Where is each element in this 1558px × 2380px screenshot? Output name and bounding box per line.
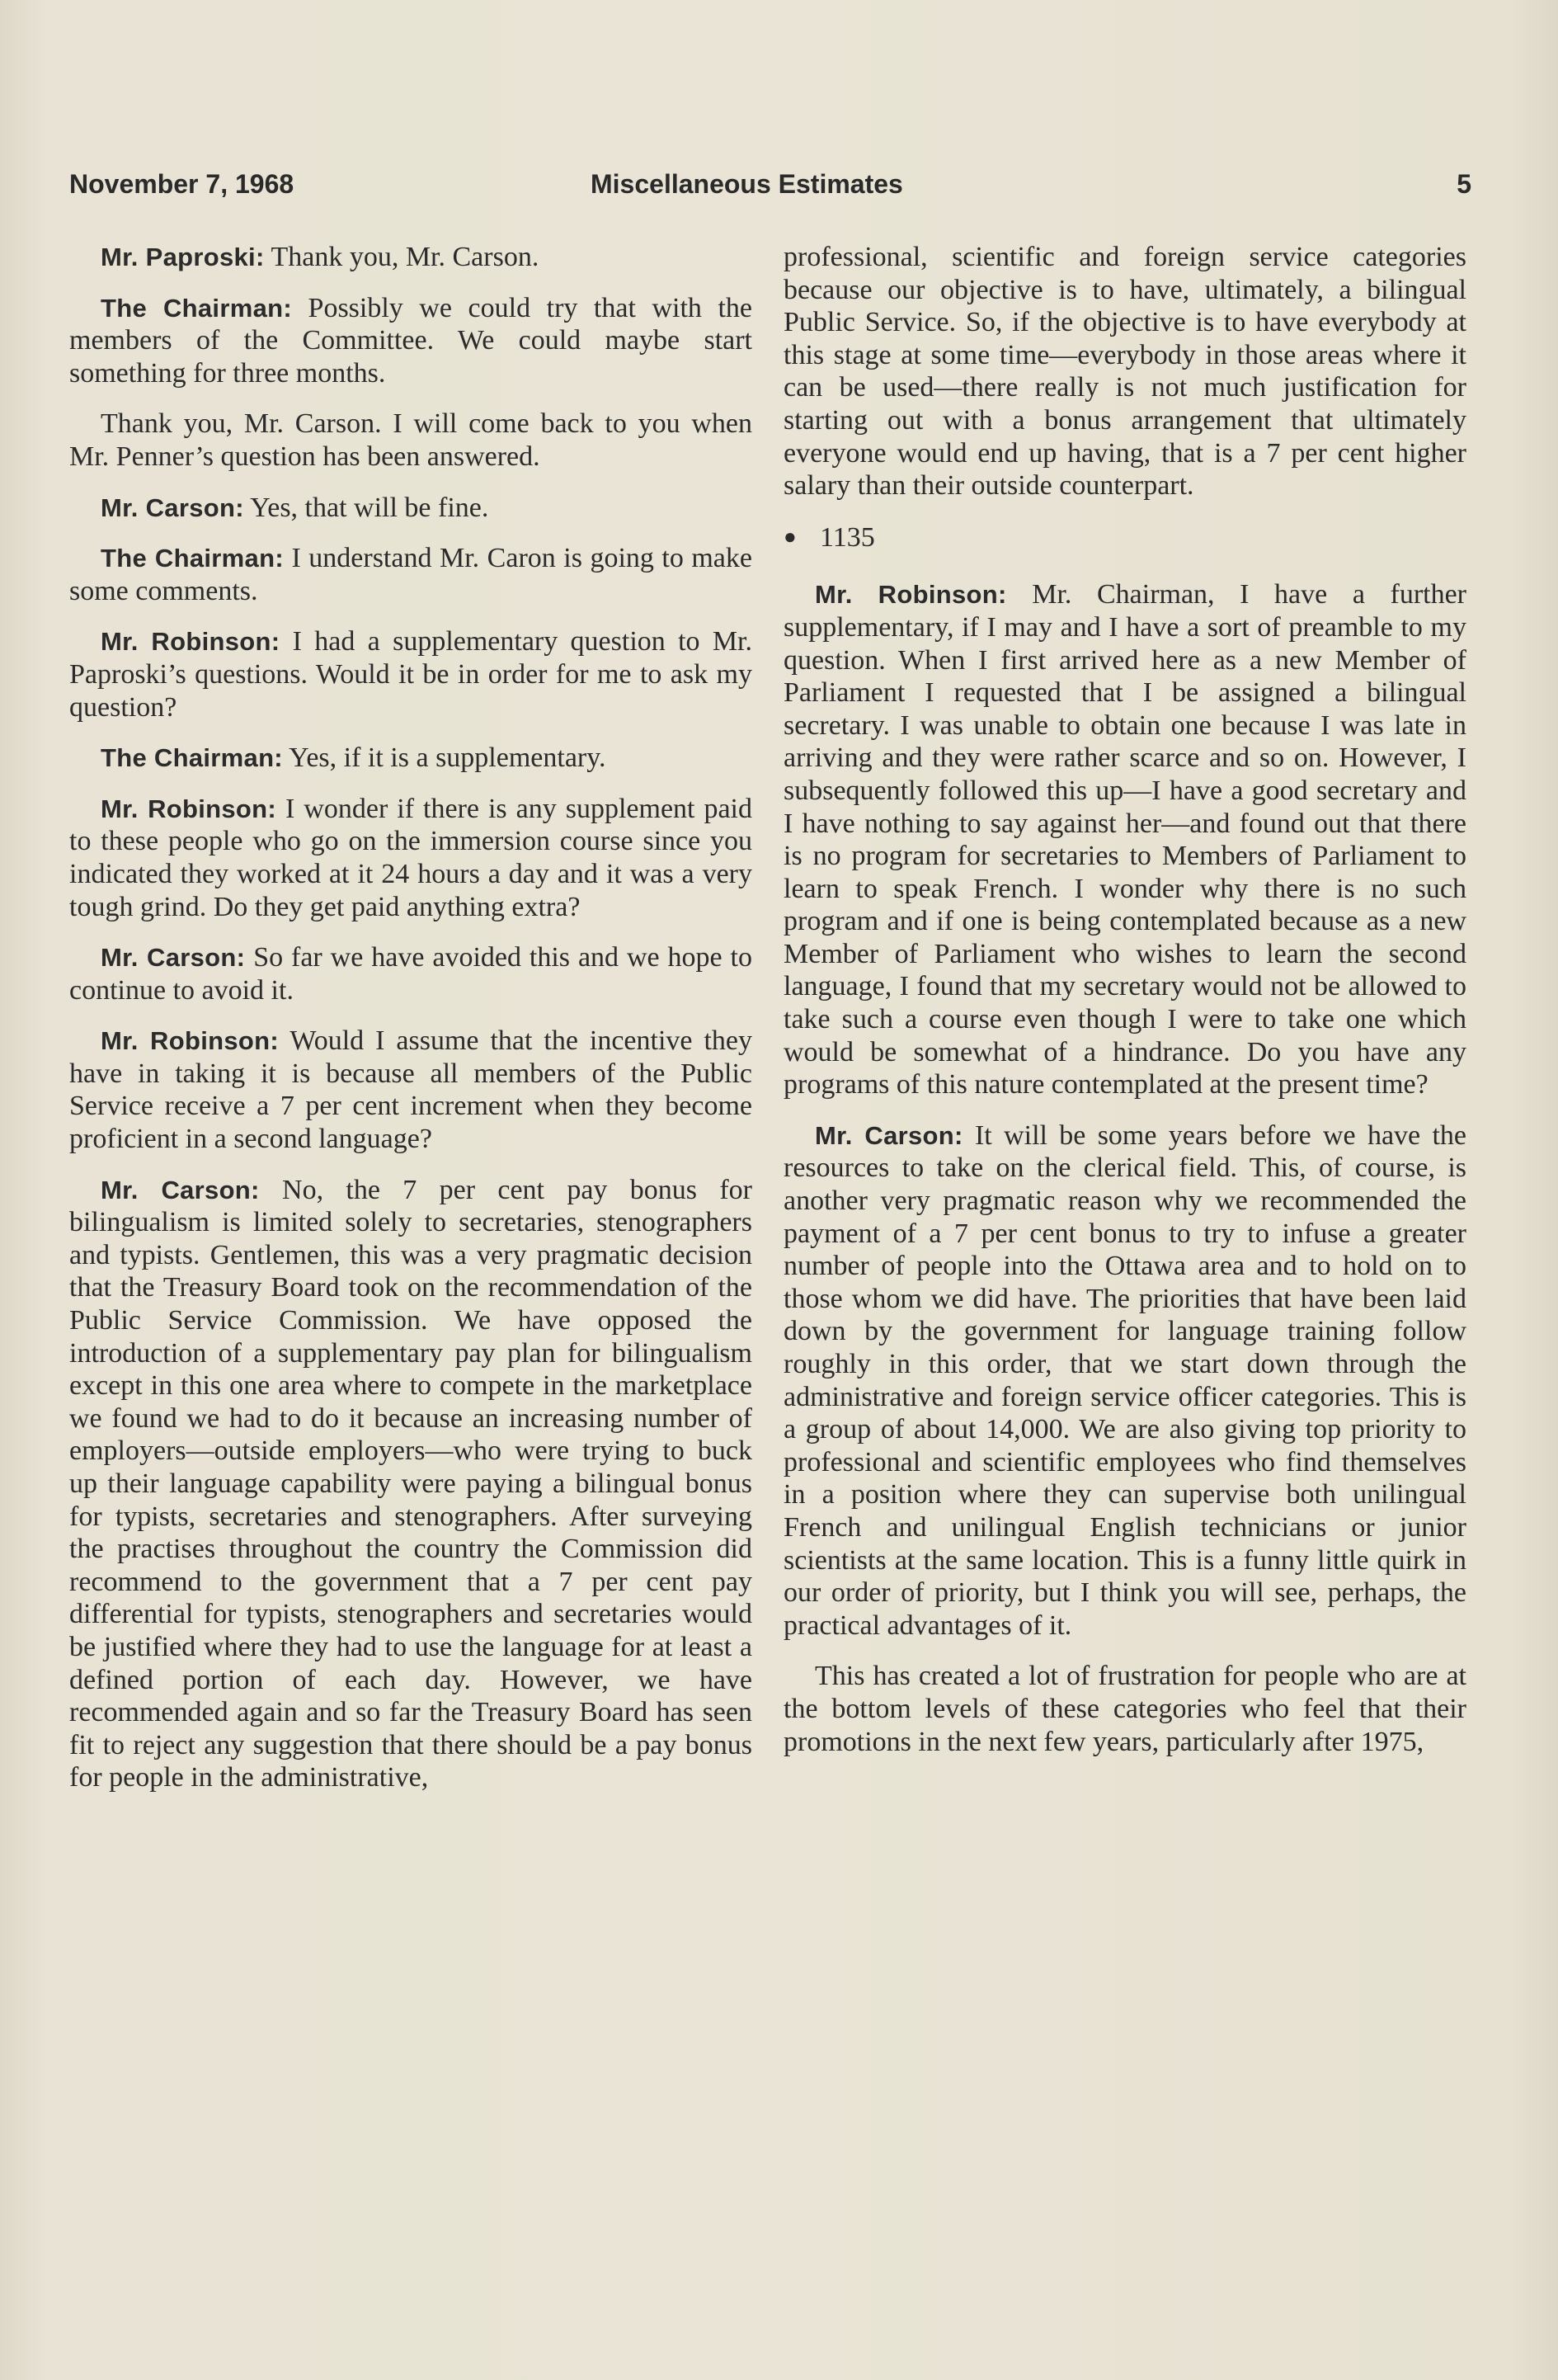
paragraph xyxy=(69,1174,752,1794)
paragraph-text: professional, scientific and foreign service categories because our objective is to have, ultimately, a bilingual Public Service. So, if the objective is to have everybody at this stage at some time—everybody in those areas where it can be used—there really is not much justification for starting out with a bonus arrangement that ultimately everyone would end up having, that is a 7 per cent higher salary than their outside counterpart. xyxy=(784,242,1466,502)
speaker-name: The Chairman: xyxy=(101,743,283,773)
left-column xyxy=(69,241,752,1812)
speaker-name: Mr. Robinson: xyxy=(101,794,277,823)
paragraph-text: I had a supplementary question to Mr. Paproski’s questions. Would it be in order for me to ask my question? xyxy=(69,626,752,723)
paragraph-text: No, the 7 per cent pay bonus for bilingualism is limited solely to secretaries, stenographers and typists. Gentlemen, this was a very pragmatic decision that the Treasury Board took on the recommendation of the Public Service Commission. We have opposed the introduction of a supplementary pay plan for bilingualism except in this one area where to compete in the marketplace we found we had to do it because an increasing number of employers—outside employers—who were trying to buck up their language capability were paying a bilingual bonus for typists, secretaries and stenographers. After surveying the practises throughout the country the Commission did recommend to the government that a 7 per cent pay differential for typists, stenographers and secretaries would be justified where they had to use the language for at least a defined portion of each day. However, we have recommended again and so far the Treasury Board has seen fit to reject any suggestion that there should be a pay bonus for people in the administrative, xyxy=(69,1174,752,1793)
paragraph xyxy=(784,578,1466,1101)
time-marker-text: 1135 xyxy=(820,521,875,553)
paragraph-text: Possibly we could try that with the members of the Committee. We could maybe start something for three months. xyxy=(69,292,752,389)
speaker-name: Mr. Carson: xyxy=(101,943,246,973)
speaker-name: Mr. Robinson: xyxy=(101,627,280,657)
speaker-name: Mr. Carson: xyxy=(101,1175,260,1204)
header-title: Miscellaneous Estimates xyxy=(591,169,903,199)
paragraph-text: Yes, if it is a supplementary. xyxy=(282,742,606,774)
time-marker xyxy=(784,521,1466,554)
speaker-name: Mr. Robinson: xyxy=(815,580,1007,610)
paragraph xyxy=(784,1119,1466,1642)
paragraph xyxy=(69,492,752,525)
paragraph xyxy=(69,241,752,274)
paragraph xyxy=(69,941,752,1006)
bullet-icon: ● xyxy=(784,524,797,549)
paragraph xyxy=(69,292,752,390)
speaker-name: Mr. Paproski: xyxy=(101,243,265,271)
paragraph xyxy=(69,625,752,723)
speaker-name: Mr. Robinson: xyxy=(101,1026,280,1056)
paragraph-text: So far we have avoided this and we hope to continue to avoid it. xyxy=(69,942,752,1006)
speaker-name: Mr. Carson: xyxy=(101,492,244,522)
speaker-name: The Chairman: xyxy=(101,544,284,573)
paragraph xyxy=(69,1025,752,1155)
header-date: November 7, 1968 xyxy=(69,169,294,199)
paragraph-text: I understand Mr. Caron is going to make some comments. xyxy=(69,543,752,606)
paragraph xyxy=(69,793,752,923)
right-column xyxy=(784,241,1466,1776)
paragraph xyxy=(784,1660,1466,1758)
page-number: 5 xyxy=(1457,169,1471,199)
paragraph-text: Thank you, Mr. Carson. I will come back to you when Mr. Penner’s question has been answered. xyxy=(69,408,752,472)
paragraph-text: Yes, that will be fine. xyxy=(243,492,489,523)
paragraph-text: It will be some years before we have the resources to take on the clerical field. This, of course, is another very pragmatic reason why we recommended the payment of a 7 per cent bonus to try to infuse a greater number of people into the Ottawa area and to hold on to those whom we did have. The priorities that have been laid down by the government for language training follow roughly in this order, that we start down through the administrative and foreign service officer categories. This is a group of about 14,000. We are also giving top priority to professional and scientific employees who find themselves in a position where they can supervise both unilingual French and unilingual English technicians or junior scientists at the same location. This is a funny little quirk in our order of priority, but I think you will see, perhaps, the practical advantages of it. xyxy=(784,1119,1466,1641)
page-header xyxy=(69,169,1471,210)
paragraph xyxy=(69,742,752,775)
speaker-name: Mr. Carson: xyxy=(815,1120,963,1150)
paragraph-text: Mr. Chairman, I have a further supplementary, if I may and I have a sort of preamble to my question. When I first arrived here as a new Member of Parliament I requested that I be assigned a bilingual secretary. I was unable to obtain one because I was late in arriving and they were rather scarce and so on. However, I subsequently followed this up—I have a good secretary and I have nothing to say against her—and found out that there is no program for secretaries to Members of Parliament to learn to speak French. I wonder why there is no such program and if one is being contemplated because as a new Member of Parliament who wishes to learn the second language, I found that my secretary would not be allowed to take such a course even though I were to take one which would be somewhat of a hindrance. Do you have any programs of this nature contemplated at the present time? xyxy=(784,579,1467,1100)
paragraph xyxy=(69,542,752,607)
paragraph xyxy=(69,408,752,473)
paragraph-text: Thank you, Mr. Carson. xyxy=(264,242,539,272)
paragraph-text: I wonder if there is any supplement paid to these people who go on the immersion course since you indicated they worked at it 24 hours a day and it was a very tough grind. Do they get paid anything extra? xyxy=(69,793,753,922)
paragraph-continued xyxy=(784,241,1466,502)
speaker-name: The Chairman: xyxy=(101,293,292,323)
paragraph-text: This has created a lot of frustration for people who are at the bottom levels of these categories who feel that their promotions in the next few years, particularly after 1975, xyxy=(784,1661,1466,1757)
paragraph-text: Would I assume that the incentive they have in taking it is because all members of the Public Service receive a 7 per cent increment when they become proficient in a second language? xyxy=(69,1025,752,1155)
